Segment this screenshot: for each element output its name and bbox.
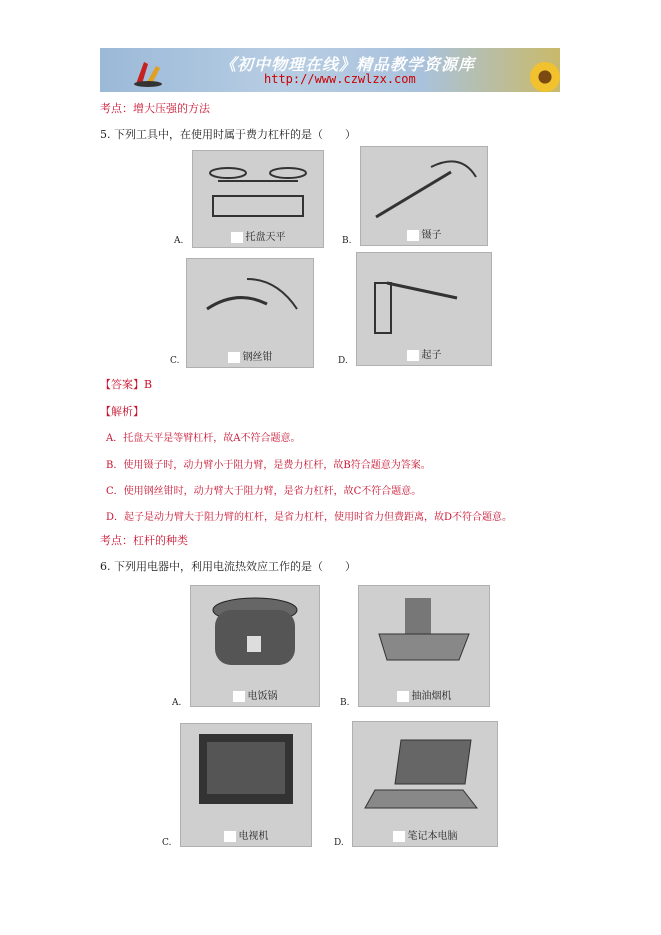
banner-url: http://www.czwlzx.com [264,72,416,86]
q5-answer: 【答案】B [100,378,153,391]
q6-option-a-image [190,585,320,707]
q5-analysis-title: 【解析】 [100,405,144,418]
header-banner [100,48,560,92]
pliers-illustration [187,259,313,341]
rice-cooker-illustration [191,586,319,678]
q5-analysis-b: B．使用镊子时，动力臂小于阻力臂，是费力杠杆，故B符合题意为答案。 [106,460,431,471]
q5-option-d-caption: 起子 [421,350,442,361]
sunflower-image [530,62,560,92]
laptop-illustration [353,722,497,820]
q5-option-b-caption: 镊子 [421,230,442,241]
q5-option-d-letter: D. [338,356,348,366]
tweezers-illustration [361,147,487,223]
q5-option-c-caption: 钢丝钳 [242,352,273,363]
q5-option-a-image [192,150,324,248]
banner-title: 《初中物理在线》精品教学资源库 [220,55,476,74]
q5-option-d-image [356,252,492,366]
q5-option-c-image [186,258,314,368]
q6-option-b-image [358,585,490,707]
q6-option-a-letter: A. [172,698,182,708]
q6-option-d-letter: D. [334,838,344,848]
q5-preceding-topic: 考点：增大压强的方法 [100,102,210,115]
balance-scale-illustration [193,151,323,227]
range-hood-illustration [359,586,489,678]
q5-topic: 考点：杠杆的种类 [100,534,188,547]
q6-option-d-caption: 笔记本电脑 [407,831,458,842]
logo-icon [128,54,168,88]
bottle-opener-illustration [357,253,491,339]
q5-option-a-caption: 托盘天平 [245,232,286,243]
q6-option-c-letter: C. [162,838,172,848]
q6-option-b-caption: 抽油烟机 [411,691,452,702]
television-illustration [181,724,311,820]
q5-option-b-image [360,146,488,246]
q5-option-b-letter: B. [342,236,352,246]
q6-option-d-image [352,721,498,847]
q6-option-c-caption: 电视机 [238,831,269,842]
q5-analysis-a: A．托盘天平是等臂杠杆，故A不符合题意。 [106,433,301,444]
q5-option-a-letter: A. [174,236,184,246]
q5-analysis-d: D．起子是动力臂大于阻力臂的杠杆，是省力杠杆，使用时省力但费距离，故D不符合题意。 [106,512,513,523]
q5-analysis-c: C．使用钢丝钳时，动力臂大于阻力臂，是省力杠杆，故C不符合题意。 [106,486,422,497]
q5-stem: 5. 下列工具中，在使用时属于费力杠杆的是（ ） [100,128,356,141]
q5-option-c-letter: C. [170,356,180,366]
q6-stem: 6. 下列用电器中，利用电流热效应工作的是（ ） [100,560,356,573]
q6-option-b-letter: B. [340,698,350,708]
q6-option-a-caption: 电饭锅 [247,691,278,702]
q6-option-c-image [180,723,312,847]
